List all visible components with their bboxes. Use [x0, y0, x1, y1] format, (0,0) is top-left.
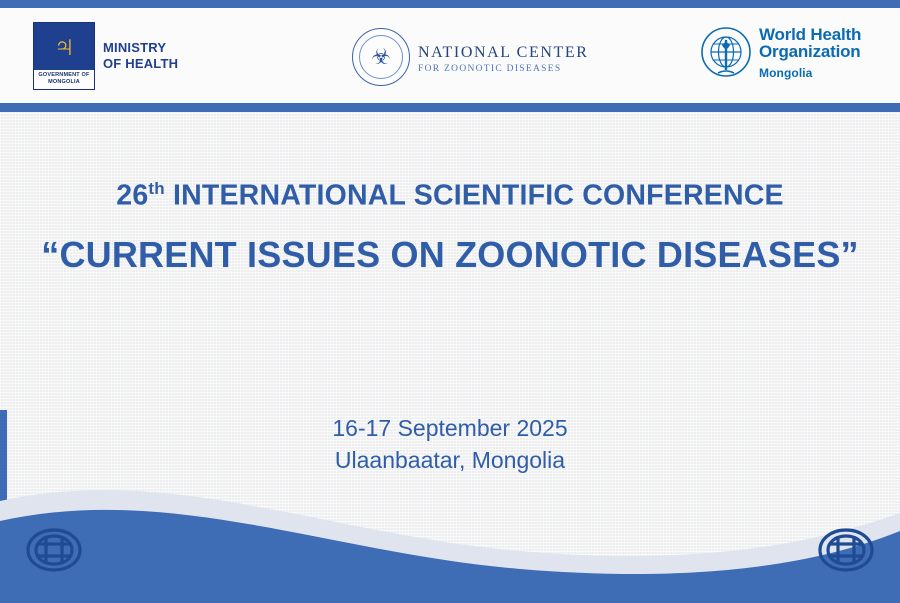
footer-wave-decoration	[0, 443, 900, 603]
logo-ministry-of-health	[33, 22, 178, 90]
nczd-seal-icon	[352, 28, 410, 86]
who-country: Mongolia	[759, 66, 813, 80]
logo-national-center-zoonotic-diseases	[352, 28, 589, 86]
moh-line2: OF HEALTH	[103, 56, 179, 71]
header-divider-rule	[0, 103, 900, 112]
who-text	[759, 26, 861, 80]
crest-caption	[34, 70, 94, 89]
logo-row	[0, 8, 900, 103]
who-emblem-icon	[700, 26, 752, 78]
nczd-line1: NATIONAL CENTER	[418, 44, 589, 61]
page-title: “CURRENT ISSUES ON ZOONOTIC DISEASES”	[41, 233, 859, 275]
soyombo-symbol-icon: ♃	[53, 30, 76, 63]
who-line2: Organization	[759, 42, 861, 61]
conference-line	[0, 172, 900, 213]
moh-line1: MINISTRY	[103, 40, 167, 55]
title-block	[0, 172, 900, 279]
event-date: 16-17 September 2025	[332, 415, 568, 441]
mongolian-knot-ornament-right-icon	[810, 522, 882, 578]
who-line1: World Health	[759, 25, 862, 44]
conference-ordinal-suffix: th	[148, 179, 165, 198]
ministry-of-health-text	[103, 40, 178, 72]
logo-world-health-organization	[700, 26, 861, 80]
nczd-text	[418, 40, 589, 74]
top-accent-bar	[0, 0, 900, 8]
biohazard-icon: ☣	[371, 44, 391, 69]
event-location: Ulaanbaatar, Mongolia	[334, 447, 566, 473]
conference-line-text: INTERNATIONAL SCIENTIFIC CONFERENCE	[164, 179, 784, 212]
nczd-line2: FOR ZOONOTIC DISEASES	[418, 64, 562, 74]
crest-caption-line2: MONGOLIA	[48, 79, 80, 85]
mongolia-state-emblem-icon	[33, 22, 95, 90]
crest-caption-line1: GOVERNMENT OF	[38, 72, 90, 78]
conference-number: 26	[116, 179, 149, 212]
mongolian-knot-ornament-left-icon	[18, 522, 90, 578]
